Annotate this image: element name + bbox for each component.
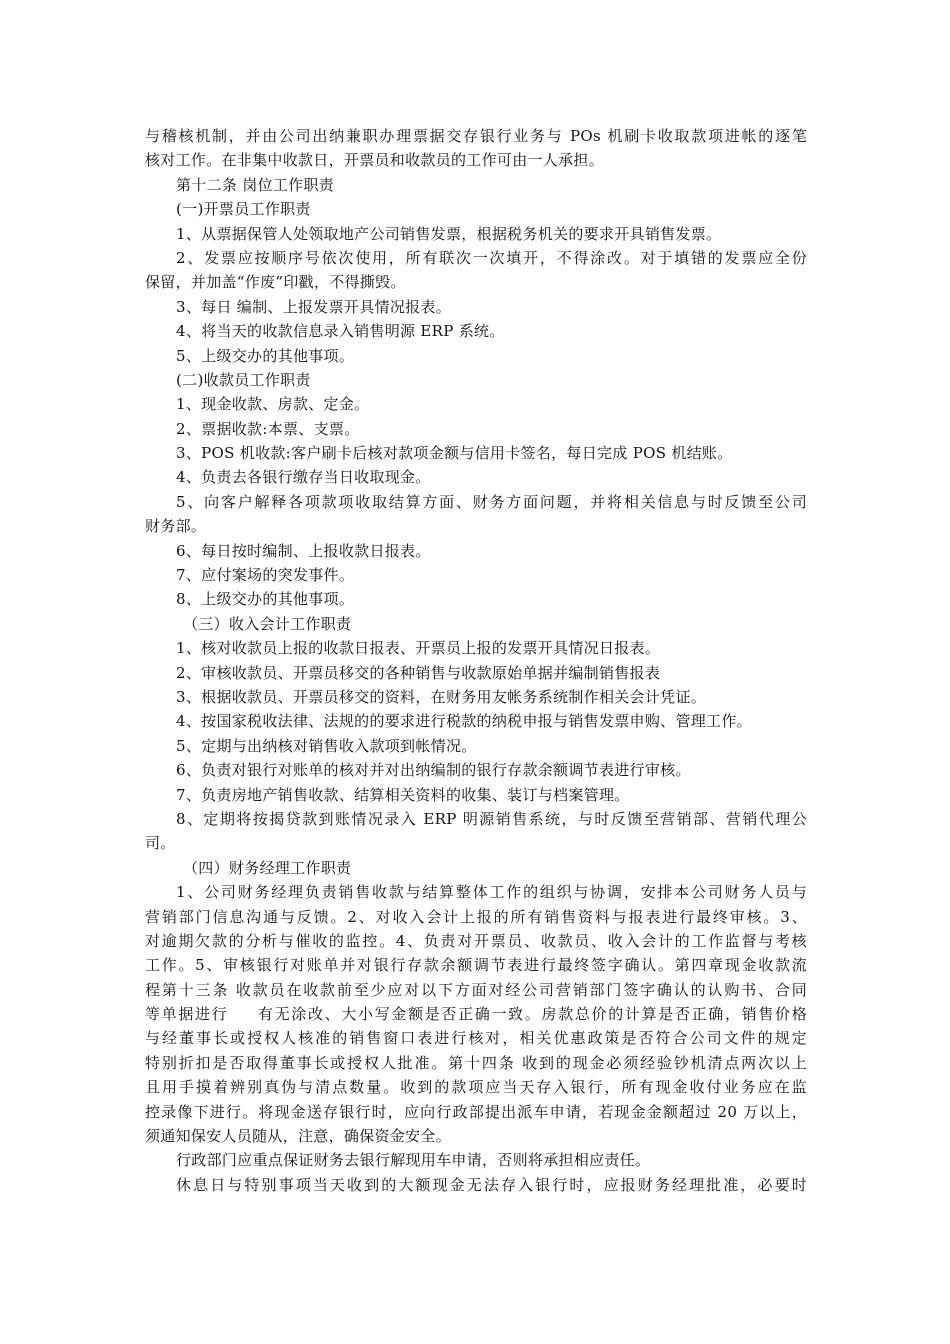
text-line: 5、向客户解释各项款项收取结算方面、财务方面问题，并将相关信息与时反馈至公司 [176, 492, 807, 511]
text-line: 特别折扣是否取得董事长或授权人批准。第十四条 收到的现金必须经验钞机清点两次以上 [145, 1053, 807, 1072]
text-line: 3、根据收款员、开票员移交的资料，在财务用友帐务系统制作相关会计凭证。 [176, 687, 707, 706]
text-line: (一)开票员工作职责 [176, 200, 311, 219]
text-line: 控录像下进行。将现金送存银行时，应向行政部提出派车申请，若现金金额超过 20 万以上， [145, 1102, 807, 1121]
text-line: 6、负责对银行对账单的核对并对出纳编制的银行存款余额调节表进行审核。 [176, 761, 691, 780]
text-line: 等单据进行 有无涂改、大小写金额是否正确一致。房款总价的计算是否正确，销售价格 [145, 1005, 807, 1024]
text-line: 须通知保安人员随从，注意，确保资金安全。 [145, 1127, 452, 1146]
text-line: 财务部。 [145, 517, 207, 536]
text-line: 3、POS 机收款:客户刷卡后核对款项金额与信用卡签名，每日完成 POS 机结账。 [176, 444, 733, 463]
text-line: 8、上级交办的其他事项。 [176, 590, 355, 609]
text-line: 保留，并加盖“作废”印戳，不得撕毁。 [145, 273, 406, 292]
text-line: 8、定期将按揭贷款到账情况录入 ERP 明源销售系统，与时反馈至营销部、营销代理公 [176, 809, 807, 828]
text-line: 6、每日按时编制、上报收款日报表。 [176, 541, 431, 560]
text-line: 与经董事长或授权人核准的销售窗口表进行核对，相关优惠政策是否符合公司文件的规定 [145, 1029, 807, 1048]
text-line: 2、发票应按顺序号依次使用，所有联次一次填开，不得涂改。对于填错的发票应全份 [176, 248, 807, 267]
document-page [145, 124, 807, 1197]
text-line: 对逾期欠款的分析与催收的监控。4、负责对开票员、收款员、收入会计的工作监督与考核 [145, 931, 807, 950]
text-line: 第十二条 岗位工作职责 [176, 175, 335, 194]
text-line: 1、核对收款员上报的收款日报表、开票员上报的发票开具情况日报表。 [176, 639, 661, 658]
text-line: 司。 [145, 834, 176, 853]
text-line: 3、每日 编制、上报发票开具情况报表。 [176, 297, 452, 316]
text-line: 7、负责房地产销售收款、结算相关资料的收集、装订与档案管理。 [176, 785, 630, 804]
text-line: 程第十三条 收款员在收款前至少应对以下方面对经公司营销部门签字确认的认购书、合同 [145, 980, 807, 999]
text-line: 且用手摸着辨别真伪与清点数量。收到的款项应当天存入银行，所有现金收付业务应在监 [145, 1078, 807, 1097]
text-line: 4、将当天的收款信息录入销售明源 ERP 系统。 [176, 322, 505, 341]
text-line: 2、票据收款:本票、支票。 [176, 419, 360, 438]
text-line: 营销部门信息沟通与反馈。2、对收入会计上报的所有销售资料与报表进行最终审核。3、 [145, 907, 807, 926]
text-line: 与稽核机制，并由公司出纳兼职办理票据交存银行业务与 POs 机刷卡收取款项进帐的逐笔 [145, 127, 807, 145]
text-line: 2、审核收款员、开票员移交的各种销售与收款原始单据并编制销售报表 [176, 663, 661, 682]
text-line: 4、按国家税收法律、法规的的要求进行税款的纳税申报与销售发票申购、管理工作。 [176, 712, 752, 731]
text-line: （四）财务经理工作职责 [183, 858, 352, 877]
text-line: (二)收款员工作职责 [176, 370, 311, 389]
text-line: 4、负责去各银行缴存当日收取现金。 [176, 468, 431, 487]
text-line: 休息日与特别事项当天收到的大额现金无法存入银行时，应报财务经理批准，必要时 [176, 1175, 807, 1194]
text-line: 工作。5、审核银行对账单并对银行存款余额调节表进行最终签字确认。第四章现金收款流 [145, 956, 807, 975]
text-line: 1、从票据保管人处领取地产公司销售发票，根据税务机关的要求开具销售发票。 [176, 224, 722, 243]
text-line: 5、上级交办的其他事项。 [176, 346, 355, 365]
text-line: 1、现金收款、房款、定金。 [176, 395, 370, 414]
text-line: 核对工作。在非集中收款日，开票员和收款员的工作可由一人承担。 [145, 151, 605, 170]
text-line: 行政部门应重点保证财务去银行解现用车申请，否则将承担相应责任。 [176, 1151, 651, 1170]
text-line: （三）收入会计工作职责 [183, 614, 352, 633]
text-line: 1、公司财务经理负责销售收款与结算整体工作的组织与协调，安排本公司财务人员与 [176, 883, 807, 902]
text-line: 5、定期与出纳核对销售收入款项到帐情况。 [176, 736, 477, 755]
text-line: 7、应付案场的突发事件。 [176, 566, 355, 585]
